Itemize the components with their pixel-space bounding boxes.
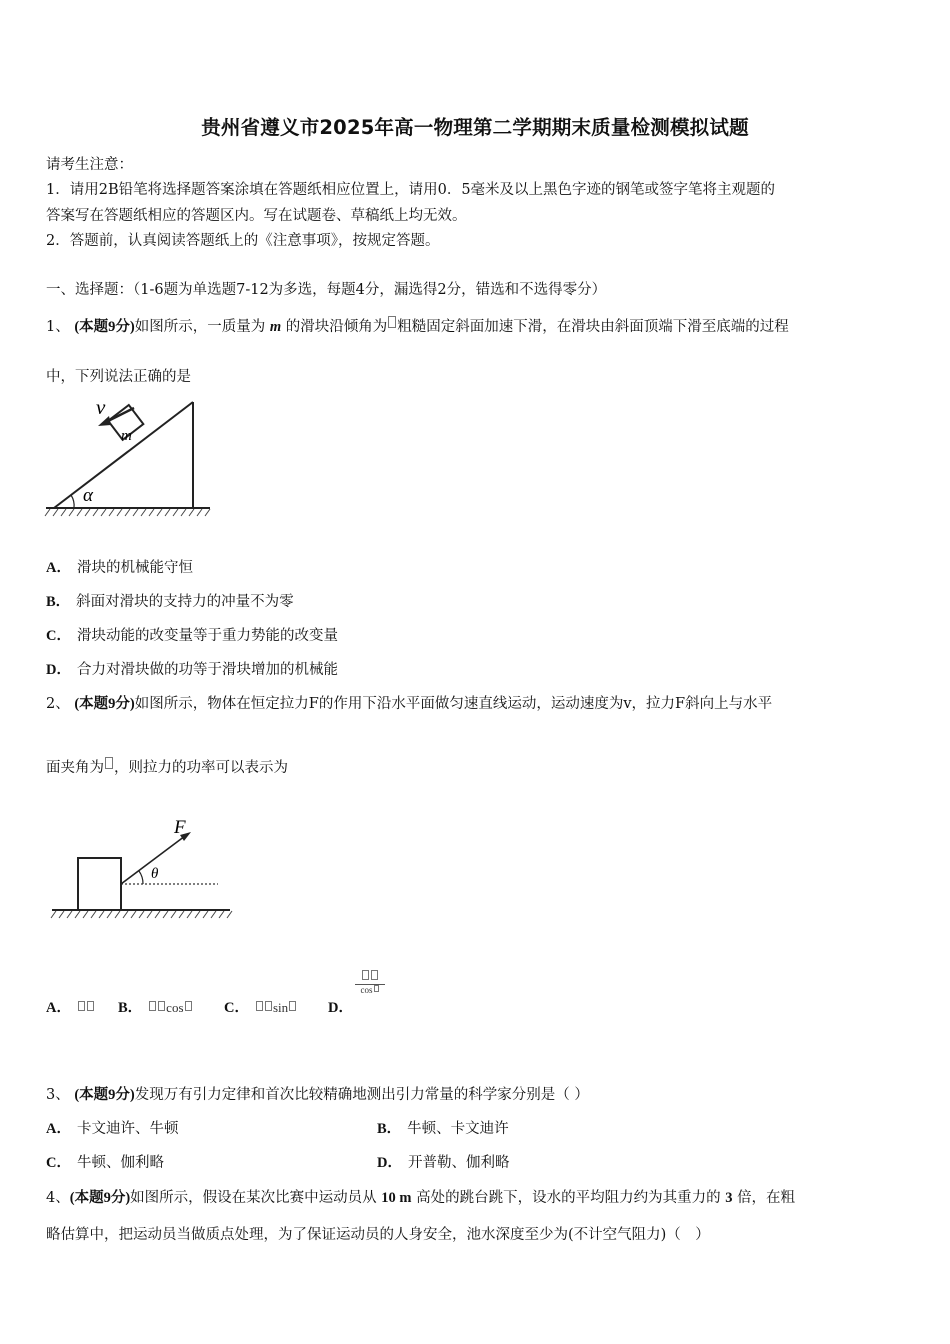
- option-b-formula: cos: [148, 1000, 192, 1015]
- question-2-line-2: [46, 756, 288, 777]
- question-4-height: 10 m: [381, 1190, 412, 1206]
- theta-symbol-placeholder: [105, 757, 113, 769]
- question-1-option-c[interactable]: C． 滑块动能的改变量等于重力势能的改变量: [46, 628, 338, 644]
- question-4-text-a: 如图所示，假设在某次比赛中运动员从: [130, 1190, 377, 1206]
- question-1-line-1: [46, 315, 789, 336]
- question-3-text: 发现万有引力定律和首次比较精确地测出引力常量的科学家分别是（ ）: [134, 1087, 589, 1103]
- option-d-fraction: cos: [355, 970, 385, 995]
- question-4-text-c: 倍，在粗: [737, 1190, 796, 1206]
- question-2-option-d[interactable]: D．: [328, 1000, 353, 1016]
- question-4-line-1: [46, 1186, 795, 1207]
- question-2-line-1: [46, 692, 772, 713]
- option-c-formula: sin: [255, 1000, 297, 1015]
- question-1-option-b[interactable]: B． 斜面对滑块的支持力的冲量不为零: [46, 594, 294, 610]
- angle-arc: [71, 495, 74, 508]
- question-3-number: 3、: [46, 1087, 70, 1103]
- angle-alpha-label: α: [83, 485, 93, 506]
- force-figure: [48, 812, 238, 930]
- section-heading: 一、选择题：（1-6题为单选题7-12为多选，每题4分，漏选得2分，错选和不选得零分）: [46, 282, 607, 298]
- theta-label: θ: [151, 866, 159, 882]
- velocity-label: v: [96, 395, 106, 419]
- question-1-text-c: 粗糙固定斜面加速下滑，在滑块由斜面顶端下滑至底端的过程: [397, 319, 789, 335]
- question-3-line-1: [46, 1083, 589, 1104]
- question-1-score: (本题9分): [74, 319, 135, 335]
- question-3-score: (本题9分): [74, 1087, 135, 1103]
- question-2-number: 2、: [46, 696, 70, 712]
- question-4-number: 4、: [46, 1190, 70, 1206]
- question-1-mass: m: [269, 319, 282, 335]
- question-2-score: (本题9分): [74, 696, 135, 712]
- notice-heading: 请考生注意：: [46, 157, 133, 173]
- question-2-option-c[interactable]: C． sin: [224, 996, 297, 1017]
- question-1-option-a[interactable]: A． 滑块的机械能守恒: [46, 560, 193, 576]
- question-2-text-b: 面夹角为: [46, 760, 104, 776]
- question-3-option-a[interactable]: A． 卡文迪许、牛顿: [46, 1121, 179, 1137]
- option-a-formula: [77, 1000, 95, 1015]
- question-2-text-a: 如图所示，物体在恒定拉力F的作用下沿水平面做匀速直线运动，运动速度为v，拉力F斜向上与水平: [134, 696, 773, 712]
- notice-line-1: 1．请用2B铅笔将选择题答案涂填在答题纸相应位置上，请用0．5毫米及以上黑色字迹的钢笔或签字笔将主观题的: [46, 182, 776, 198]
- question-2-option-b[interactable]: B． cos: [118, 996, 193, 1017]
- notice-line-3: 2．答题前，认真阅读答题纸上的《注意事项》，按规定答题。: [46, 233, 440, 249]
- question-3-option-c[interactable]: C． 牛顿、伽利略: [46, 1155, 164, 1171]
- question-4-score: (本题9分): [69, 1190, 131, 1206]
- angle-symbol-placeholder: [388, 316, 396, 328]
- theta-angle-arc: [139, 871, 143, 884]
- page-title: 贵州省遵义市2025年高一物理第二学期期末质量检测模拟试题: [201, 116, 749, 139]
- force-label: F: [174, 817, 186, 838]
- ground-hatching: [45, 509, 210, 516]
- question-2-option-a[interactable]: A．: [46, 996, 95, 1017]
- question-4-line-2: 略估算中，把运动员当做质点处理，为了保证运动员的人身安全，池水深度至少为(不计空气阻力)（ ）: [46, 1227, 710, 1243]
- box-object: [78, 858, 121, 910]
- block-mass-label: m: [121, 428, 132, 444]
- question-1-text-b: 的滑块沿倾角为: [285, 319, 388, 335]
- question-3-option-b[interactable]: B． 牛顿、卡文迪许: [377, 1121, 509, 1137]
- question-1-option-d[interactable]: D． 合力对滑块做的功等于滑块增加的机械能: [46, 662, 338, 678]
- ground-hatching: [51, 911, 232, 918]
- incline-figure: [40, 392, 220, 522]
- question-4-times: 3: [725, 1190, 733, 1206]
- question-1-number: 1、: [46, 319, 70, 335]
- notice-line-2: 答案写在答题纸相应的答题区内。写在试题卷、草稿纸上均无效。: [46, 208, 467, 224]
- question-1-line-2: 中，下列说法正确的是: [46, 369, 191, 385]
- question-3-option-d[interactable]: D． 开普勒、伽利略: [377, 1155, 510, 1171]
- question-2-text-c: ，则拉力的功率可以表示为: [114, 760, 288, 776]
- question-4-text-b: 高处的跳台跳下，设水的平均阻力约为其重力的: [416, 1190, 721, 1206]
- question-1-text-a: 如图所示，一质量为: [134, 319, 266, 335]
